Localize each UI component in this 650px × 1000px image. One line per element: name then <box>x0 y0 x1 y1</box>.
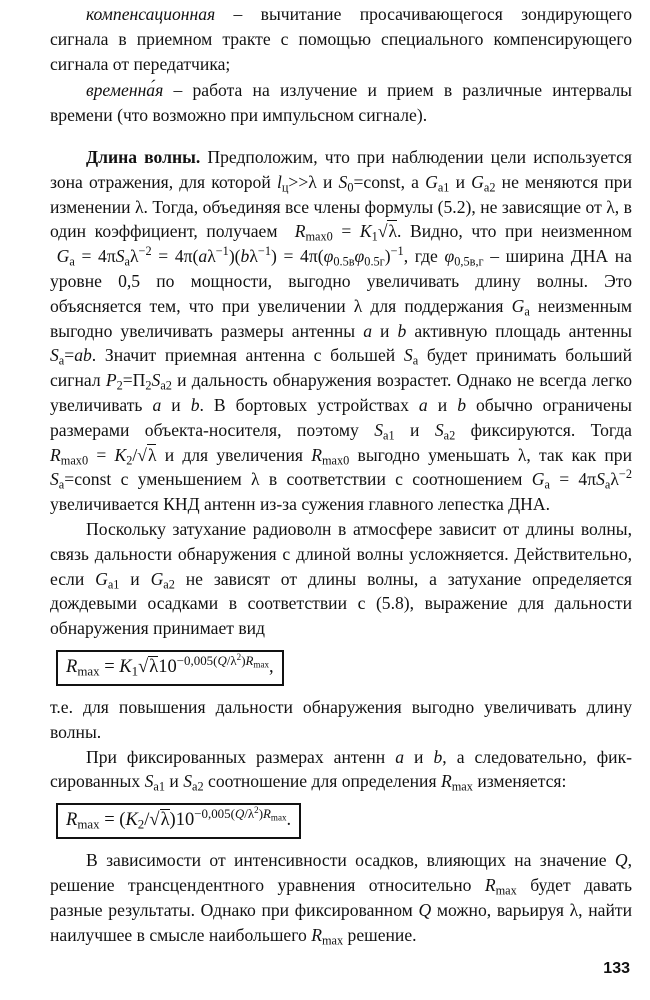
math-inline: $R_{max}$ <box>440 771 473 794</box>
math-inline: $G_a$ <box>511 295 530 319</box>
math-inline: Q <box>418 899 432 920</box>
paragraph-conclusion-1: т.е. для повышения дальности обнаружения выгодно увеличивать длину волны. <box>50 696 632 742</box>
math-inline: $S_a=const$ <box>50 469 112 492</box>
boxed-formula-1: $R_{max} = K_1√\lambda 10^{-0,005(Q/\lambda^2)R_{max}}$, <box>56 650 284 686</box>
math-inline: $R_{max}$ <box>311 924 344 947</box>
math-inline: $S_{a1}$ <box>144 771 165 794</box>
math-inline: $l_ц>>\lambda$ <box>276 171 317 195</box>
math-inline: a <box>363 320 372 341</box>
section-heading: Длина волны. <box>86 146 201 167</box>
math-inline: b <box>433 746 443 767</box>
math-inline: $S_0=const$ <box>338 171 401 195</box>
paragraph-temporal <box>50 78 632 128</box>
math-inline: a <box>395 746 405 767</box>
math-inline: $S_{a2}$ <box>434 419 456 443</box>
paragraph-precipitation: В зависимости от интенсивности осадков, влияющих на значение Q, решение трансцендентного уравнения относительно $R_{max}$ будет давать разные результаты. Однако при фиксированном Q можно, варьируя λ, найти наилучшее в смысле наибольшего $R_{max}$ решение. <box>50 850 632 947</box>
math-inline: $G_{a1}$ <box>95 568 120 591</box>
page-number: 133 <box>603 960 630 978</box>
text-compensation: – вычитание просачивающегося зондирующего сигнала в приемном тракте с помощью специального компенсирующего сигнала от передатчика; <box>50 4 632 74</box>
math-inline: $R_{max0} = K_2/√\lambda$ <box>50 444 157 467</box>
math-inline: $R_{max0} = K_1√\lambda$ <box>294 221 398 244</box>
paragraph-fixed-sizes: При фиксированных размерах антенн a и b, а следовательно, фиксированных $S_{a1}$ и $S_{a2}$ соотношение для определения $R_{max}$ изменяется: <box>50 746 632 794</box>
term-temporal: временна́я <box>86 80 164 101</box>
math-inline: b <box>190 394 200 415</box>
paragraph-wavelength: Длина волны. Предположим, что при наблюдении цели используется зона отражения, для которой $l_ц>>\lambda$ и $S_0=const$, а $G_{a1}$ и $G_{a2}$ не меняются при изменении λ. Тогда, объединяя все члены формулы (5.2), не зависящие от λ, в один коэффициент, получаем $R_{max0} = K_1√\lambda$. Видно, что при неизменном $G_a = 4\pi S_a\lambda^{-2} = 4\pi(a\lambda^{-1})(b\lambda^{-1}) = 4\pi(\varphi_{0.5в}\varphi_{0.5г})^{-1}$, где $\varphi_{0,5в,г}$ – ширина ДНА на уровне 0,5 по мощности, выгодно увеличивать длину волны. Это объясняется тем, что при увеличении λ для поддержания $G_a$ неизменным выгодно увеличивать размеры антенны a и b активную площадь антенны $S_a=ab$. Значит приемная антенна с большей $S_a$ будет принимать больший сигнал $P_2=П_2S_{a2}$ и дальность обнаружения возрастет. Однако не всегда легко увеличивать a и b. В бортовых устройствах a и b обычно ограничены размерами объекта-носителя, поэтому $S_{a1}$ и $S_{a2}$ фиксируются. Тогда $R_{max0} = K_2/√\lambda$ и для увеличения $R_{max0}$ выгодно уменьшать λ, так как при $S_a=const$ с уменьшением λ в соответствии с соотношением $G_a = 4\pi S_a\lambda^{-2}$ увеличивается КНД антенн из-за сужения главного лепестка ДНА. <box>50 146 633 515</box>
math-inline: $P_2=П_2S_{a2}$ <box>105 370 172 393</box>
math-inline: $S_a=ab$ <box>50 345 92 368</box>
boxed-formula-2: $R_{max} = (K_2/√\lambda)10^{-0,005(Q/\lambda^2)R_{max}}$. <box>56 803 301 839</box>
math-inline: b <box>397 320 407 341</box>
math-inline: $S_{a1}$ <box>374 419 395 443</box>
math-inline: Q <box>614 850 628 871</box>
math-inline: $G_{a2}$ <box>150 568 175 591</box>
math-inline: $G_a = 4\pi S_a\lambda^{-2} = 4\pi(a\lambda^{-1})(b\lambda^{-1}) = 4\pi(\varphi_{0.5в}\varphi_{0.5г})^{-1}$ <box>56 244 404 269</box>
math-inline: $G_{a2}$ <box>471 171 496 195</box>
term-compensation: компенсационная <box>86 4 216 24</box>
text-temporal: – работа на излучение и прием в различные интервалы времени (что возможно при импульсном сигнале). <box>50 80 632 126</box>
math-inline: $R_{max0}$ <box>311 444 350 467</box>
math-inline: a <box>418 394 428 415</box>
math-inline: $R_{max}$ <box>484 874 517 898</box>
math-inline: b <box>457 394 466 415</box>
math-inline: $S_a$ <box>403 345 419 368</box>
paragraph-attenuation: Поскольку затухание радиоволн в атмосфере зависит от длины волны, связь дальности обнаружения с длиной волны усложняется. Действительно, если $G_{a1}$ и $G_{a2}$ не зависят от длины волны, а затухание определяется дождевыми осадками в соответствии с (5.8), выражение для дальности обнаружения принимает вид <box>50 518 633 639</box>
math-inline: a <box>152 394 162 415</box>
math-inline: $G_{a1}$ <box>425 171 450 195</box>
math-inline: $\varphi_{0,5в,г}$ <box>444 246 484 269</box>
paragraph-compensation <box>50 2 632 76</box>
math-inline: $G_a = 4\pi S_a\lambda^{-2}$ <box>531 467 632 492</box>
math-inline: $S_{a2}$ <box>183 771 204 794</box>
